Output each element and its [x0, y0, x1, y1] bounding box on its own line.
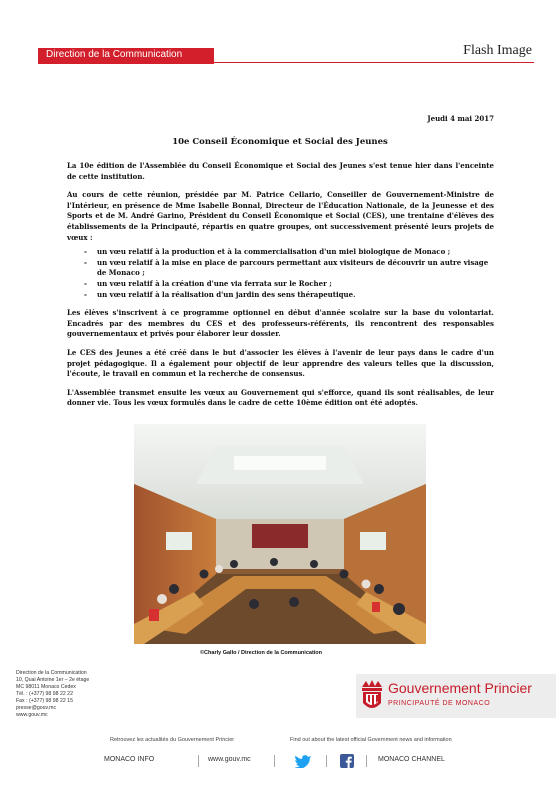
footer-divider [198, 755, 199, 767]
address-email[interactable]: presse@gouv.mc [16, 705, 57, 711]
paragraph-meeting: Au cours de cette réunion, présidée par M. Patrice Cellario, Conseiller de Gouvernement-Ministre de l'Intérieur, en présence de Mme Isabelle Bonnal, Directeur de l'Éducation Nationale, de la Jeunesse et des Sports et de M. André Garino, Président du Conseil Économique et Social (CES), une trentaine d'élèves des établissements de la Principauté, répartis en quatre groupes, ont successivement présenté leurs projets de vœux : [67, 190, 494, 242]
address-line: MC 98011 Monaco Cedex [16, 684, 76, 690]
header-bar [38, 48, 214, 64]
footer-divider [274, 755, 275, 767]
press-title: 10e Conseil Économique et Social des Jeunes [172, 137, 388, 147]
photo-caption: ©Charly Gallo / Direction de la Communication [200, 650, 323, 656]
list-item: - un vœu relatif à la création d'une via ferrata sur le Rocher ; [67, 279, 494, 290]
footer-news-en: Find out about the latest official Government news and information [290, 737, 452, 743]
wishes-list [67, 247, 494, 300]
address-line: Tél. : (+377) 98 98 22 22 [16, 691, 73, 697]
twitter-icon[interactable] [294, 754, 312, 768]
footer-links [104, 750, 464, 772]
monaco-channel-link[interactable]: MONACO CHANNEL [378, 756, 445, 763]
paragraph-outcome: L'Assemblée transmet ensuite les vœux au Gouvernement qui s'efforce, quand ils sont réalisables, de leur donner vie. Tous les vœux formulés dans le cadre de cette 10ème édition ont été adoptés. [67, 387, 494, 408]
list-item: - un vœu relatif à la production et à la commercialisation d'un miel biologique de Monaco ; [67, 247, 494, 258]
meeting-photo [134, 424, 426, 644]
footer-divider [326, 755, 327, 767]
government-name: Gouvernement Princier [388, 680, 532, 696]
contact-address [16, 670, 89, 719]
address-line: Direction de la Communication [16, 670, 87, 676]
doc-type-label: Flash Image [463, 43, 532, 58]
list-item: - un vœu relatif à la mise en place de parcours permettant aux visiteurs de découvrir un autre visage de Monaco ; [67, 258, 494, 279]
paragraph-program: Les élèves s'inscrivent à ce programme optionnel en début d'année scolaire sur la base du volontariat. Encadrés par des membres du CES et des professeurs-référents, ils rencontrent des responsables gouvernementaux et privés pour élaborer leur dossier. [67, 308, 494, 339]
government-subtitle: PRINCIPAUTÉ DE MONACO [388, 700, 491, 707]
paragraph-intro: La 10e édition de l'Assemblée du Conseil Économique et Social des Jeunes s'est tenue hier dans l'enceinte de cette institution. [67, 161, 494, 181]
crown-crest-icon [360, 679, 384, 713]
government-logo [356, 674, 556, 718]
paragraph-purpose: Le CES des Jeunes a été créé dans le but d'associer les élèves à l'avenir de leur pays dans le cadre d'un projet pédagogique. Il a également pour objectif de leur apprendre des valeurs telles que la discussion, l'écoute, le travail en commun et la recherche de consensus. [67, 347, 494, 379]
address-line: Fax : (+377) 98 98 22 15 [16, 698, 73, 704]
footer-news-fr: Retrouvez les actualités du Gouvernement Princier [110, 737, 235, 743]
list-item: - un vœu relatif à la réalisation d'un jardin des sens thérapeutique. [67, 290, 494, 301]
press-date: Jeudi 4 mai 2017 [427, 114, 494, 123]
website-link[interactable]: www.gouv.mc [208, 756, 251, 763]
press-body [67, 161, 494, 417]
header-rule [214, 62, 534, 63]
address-line: 10, Quai Antoine 1er – 2e étage [16, 677, 90, 683]
footer-divider [366, 755, 367, 767]
facebook-icon[interactable] [340, 754, 354, 768]
monaco-info-link[interactable]: MONACO INFO [104, 756, 155, 763]
department-label: Direction de la Communication [46, 49, 183, 60]
address-website[interactable]: www.gouv.mc [16, 712, 48, 718]
